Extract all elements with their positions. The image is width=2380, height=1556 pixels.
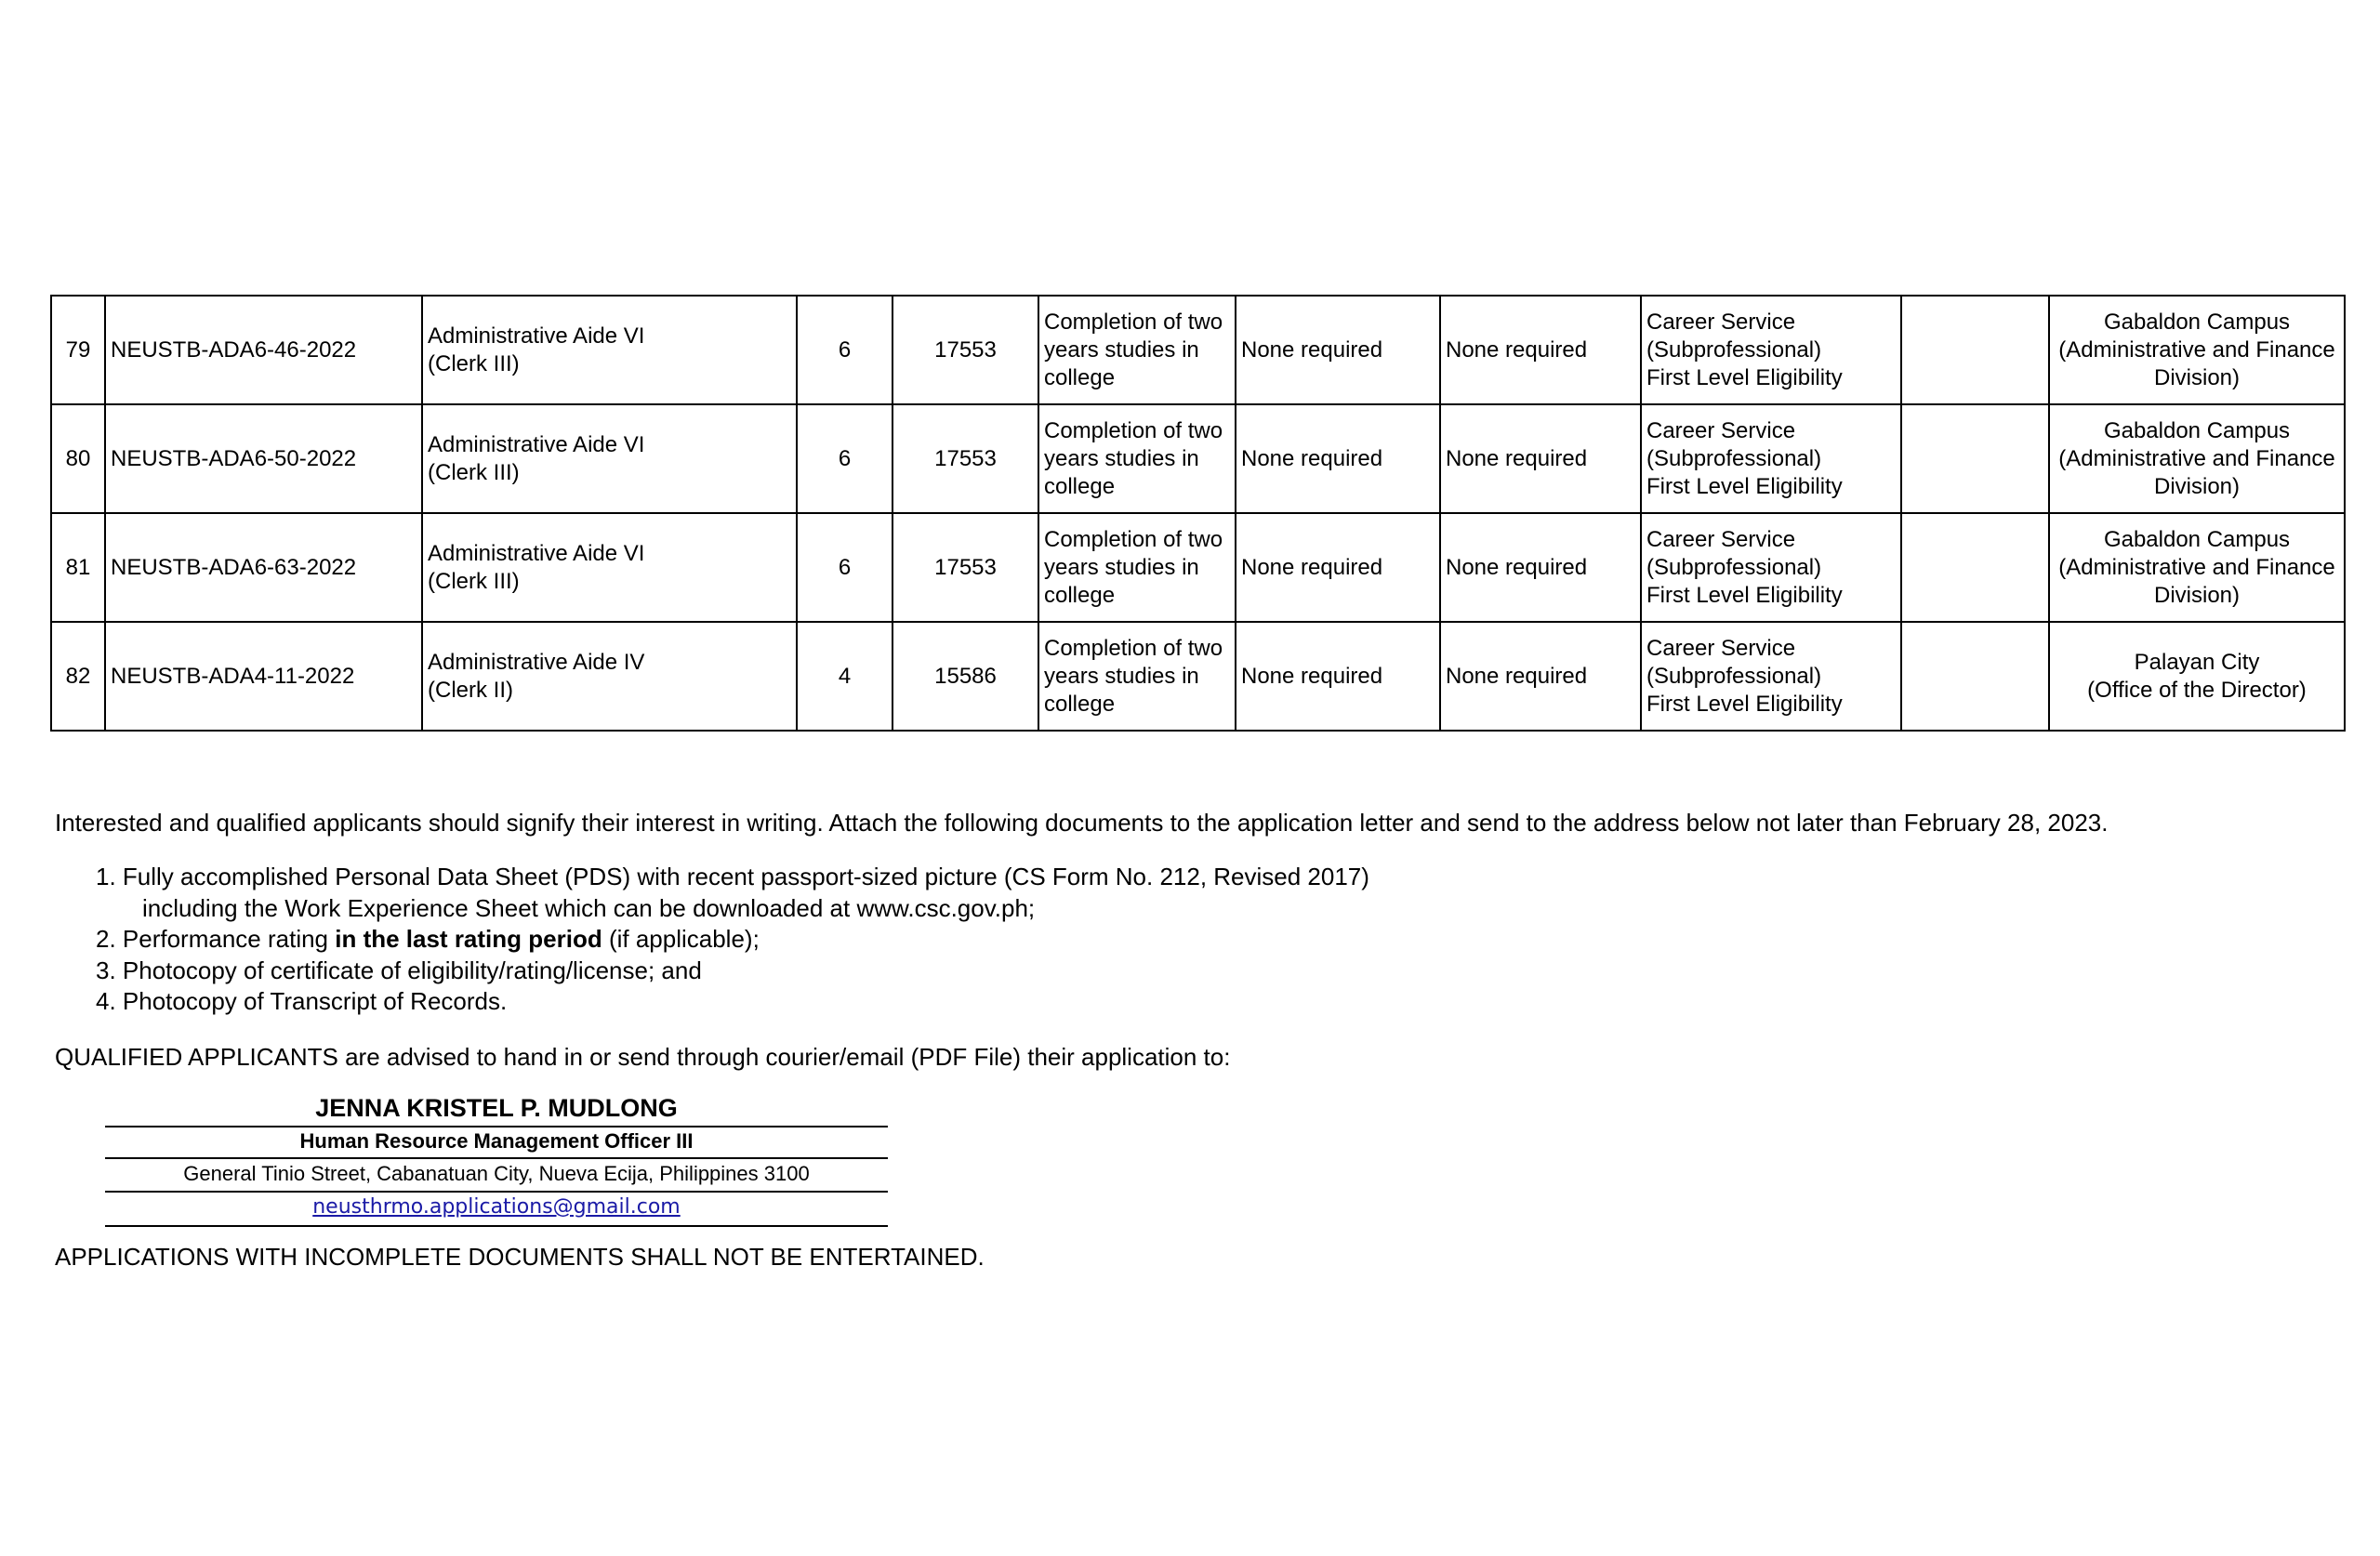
cell-eligibility-line: Career Service <box>1646 417 1796 443</box>
cell-row-number: 80 <box>51 404 105 513</box>
cell-position-title-line: (Clerk III) <box>428 568 520 594</box>
cell-eligibility-line: (Subprofessional) <box>1646 554 1822 580</box>
cell-experience: None required <box>1440 296 1641 404</box>
requirement-2-emphasis: in the last rating period <box>335 925 602 953</box>
cell-place-of-assignment-line: Division) <box>2153 582 2240 608</box>
cell-salary-grade: 4 <box>797 622 892 731</box>
cell-training: None required <box>1236 404 1440 513</box>
requirement-item-3: 3. Photocopy of certificate of eligibility/rating/license; and <box>96 956 702 984</box>
cell-education-line: Completion of two <box>1044 309 1223 335</box>
cell-row-number: 81 <box>51 513 105 622</box>
cell-eligibility-line: (Subprofessional) <box>1646 336 1822 363</box>
requirement-item-4: 4. Photocopy of Transcript of Records. <box>96 987 508 1015</box>
cell-eligibility-line: Career Service <box>1646 309 1796 335</box>
cell-position-title-line: (Clerk III) <box>428 459 520 485</box>
cell-education <box>1038 513 1236 622</box>
cell-eligibility-line: First Level Eligibility <box>1646 473 1843 499</box>
contact-name: JENNA KRISTEL P. MUDLONG <box>105 1092 888 1127</box>
cell-education-line: years studies in <box>1044 336 1199 363</box>
cell-place-of-assignment-line: Gabaldon Campus <box>2103 309 2291 335</box>
cell-eligibility-line: (Subprofessional) <box>1646 663 1822 689</box>
cell-education <box>1038 404 1236 513</box>
contact-email-row <box>105 1193 888 1227</box>
cell-place-of-assignment-line: (Administrative and Finance <box>2058 554 2335 580</box>
cell-education-line: Completion of two <box>1044 417 1223 443</box>
cell-position-title-line: Administrative Aide VI <box>428 323 645 349</box>
cell-place-of-assignment-line: Gabaldon Campus <box>2103 526 2291 552</box>
table-row <box>51 513 2345 622</box>
cell-eligibility-line: First Level Eligibility <box>1646 582 1843 608</box>
cell-training: None required <box>1236 513 1440 622</box>
contact-block <box>105 1092 888 1227</box>
cell-eligibility <box>1641 404 1901 513</box>
cell-competency <box>1901 404 2049 513</box>
cell-education-line: years studies in <box>1044 663 1199 689</box>
cell-item-number: NEUSTB-ADA6-50-2022 <box>105 404 422 513</box>
cell-position-title <box>422 404 797 513</box>
cell-monthly-salary: 17553 <box>892 296 1038 404</box>
cell-education <box>1038 296 1236 404</box>
cell-place-of-assignment <box>2049 296 2345 404</box>
cell-position-title-line: Administrative Aide VI <box>428 540 645 566</box>
cell-experience: None required <box>1440 513 1641 622</box>
table-row <box>51 622 2345 731</box>
cell-eligibility-line: Career Service <box>1646 635 1796 661</box>
cell-position-title <box>422 622 797 731</box>
cell-education-line: college <box>1044 473 1116 499</box>
contact-email-link[interactable]: neusthrmo.applications@gmail.com <box>312 1195 681 1219</box>
requirement-2-suffix: (if applicable); <box>602 925 760 953</box>
vacancy-table <box>50 295 2346 732</box>
warning-notice: APPLICATIONS WITH INCOMPLETE DOCUMENTS SHALL NOT BE ENTERTAINED. <box>55 1243 985 1271</box>
cell-eligibility-line: Career Service <box>1646 526 1796 552</box>
cell-item-number: NEUSTB-ADA6-46-2022 <box>105 296 422 404</box>
cell-education <box>1038 622 1236 731</box>
cell-monthly-salary: 15586 <box>892 622 1038 731</box>
cell-eligibility-line: First Level Eligibility <box>1646 691 1843 717</box>
cell-experience: None required <box>1440 622 1641 731</box>
requirement-item-1 <box>96 862 1369 924</box>
cell-education-line: years studies in <box>1044 445 1199 471</box>
cell-position-title <box>422 513 797 622</box>
cell-place-of-assignment-line: (Administrative and Finance <box>2058 336 2335 363</box>
requirements-list <box>96 862 1369 1018</box>
cell-education-line: Completion of two <box>1044 635 1223 661</box>
cell-competency <box>1901 622 2049 731</box>
cell-eligibility <box>1641 622 1901 731</box>
cell-salary-grade: 6 <box>797 513 892 622</box>
cell-position-title-line: Administrative Aide VI <box>428 431 645 457</box>
cell-item-number: NEUSTB-ADA4-11-2022 <box>105 622 422 731</box>
cell-education-line: Completion of two <box>1044 526 1223 552</box>
cell-place-of-assignment <box>2049 513 2345 622</box>
cell-place-of-assignment-line: Palayan City <box>2134 649 2260 675</box>
cell-position-title-line: (Clerk III) <box>428 350 520 376</box>
requirement-1-line-1: 1. Fully accomplished Personal Data Sheet (PDS) with recent passport-sized picture (CS Form No. 212, Revised 2017) <box>96 863 1369 890</box>
requirement-item-2 <box>96 924 1369 956</box>
cell-education-line: college <box>1044 364 1116 390</box>
cell-competency <box>1901 513 2049 622</box>
requirement-2-prefix: 2. Performance rating <box>96 925 336 953</box>
cell-place-of-assignment <box>2049 404 2345 513</box>
cell-row-number: 79 <box>51 296 105 404</box>
cell-experience: None required <box>1440 404 1641 513</box>
cell-place-of-assignment-line: Division) <box>2153 473 2240 499</box>
cell-row-number: 82 <box>51 622 105 731</box>
table-row <box>51 296 2345 404</box>
cell-eligibility-line: (Subprofessional) <box>1646 445 1822 471</box>
table-row <box>51 404 2345 513</box>
cell-position-title-line: Administrative Aide IV <box>428 649 645 675</box>
requirement-1-line-2: including the Work Experience Sheet which can be downloaded at www.csc.gov.ph; <box>142 893 1036 922</box>
cell-monthly-salary: 17553 <box>892 404 1038 513</box>
cell-position-title <box>422 296 797 404</box>
cell-place-of-assignment-line: Gabaldon Campus <box>2103 417 2291 443</box>
advise-paragraph: QUALIFIED APPLICANTS are advised to hand in or send through courier/email (PDF File) their application to: <box>55 1043 1231 1071</box>
cell-item-number: NEUSTB-ADA6-63-2022 <box>105 513 422 622</box>
cell-competency <box>1901 296 2049 404</box>
intro-paragraph: Interested and qualified applicants should signify their interest in writing. Attach the following documents to the application letter and send to the address below not later than February 28, 2023. <box>55 809 2109 837</box>
cell-eligibility <box>1641 513 1901 622</box>
cell-education-line: college <box>1044 582 1116 608</box>
cell-eligibility <box>1641 296 1901 404</box>
contact-position: Human Resource Management Officer III <box>105 1127 888 1159</box>
cell-salary-grade: 6 <box>797 296 892 404</box>
vacancy-table-body <box>51 296 2345 731</box>
cell-education-line: college <box>1044 691 1116 717</box>
cell-training: None required <box>1236 296 1440 404</box>
cell-eligibility-line: First Level Eligibility <box>1646 364 1843 390</box>
contact-address: General Tinio Street, Cabanatuan City, Nueva Ecija, Philippines 3100 <box>105 1159 888 1193</box>
cell-place-of-assignment-line: (Administrative and Finance <box>2058 445 2335 471</box>
cell-training: None required <box>1236 622 1440 731</box>
cell-monthly-salary: 17553 <box>892 513 1038 622</box>
cell-place-of-assignment-line: Division) <box>2153 364 2240 390</box>
cell-education-line: years studies in <box>1044 554 1199 580</box>
cell-salary-grade: 6 <box>797 404 892 513</box>
cell-position-title-line: (Clerk II) <box>428 677 513 703</box>
cell-place-of-assignment-line: (Office of the Director) <box>2087 677 2307 703</box>
cell-place-of-assignment <box>2049 622 2345 731</box>
